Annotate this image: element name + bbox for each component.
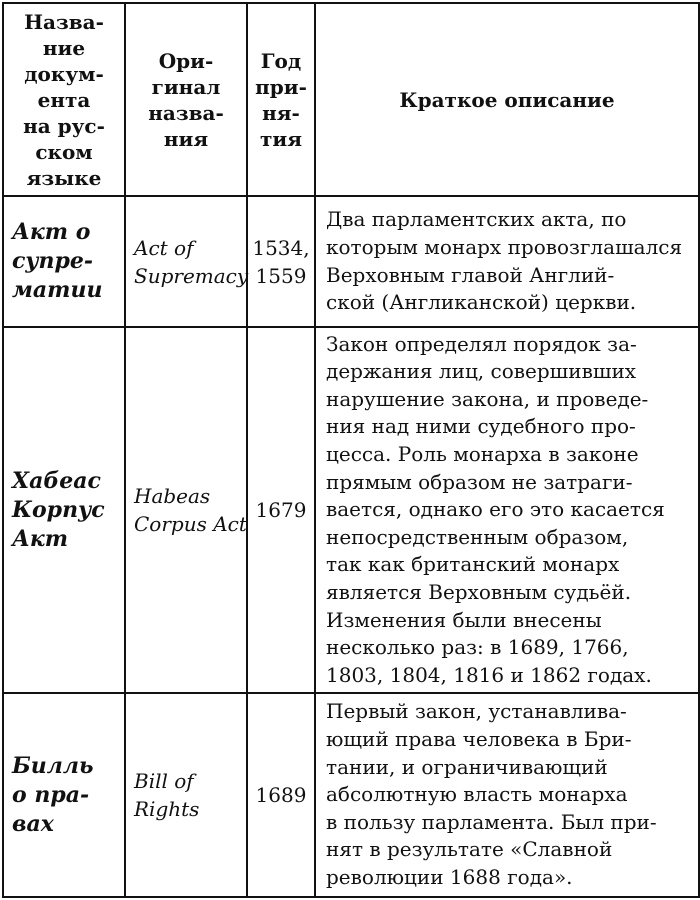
table-row xyxy=(3,693,699,897)
doc-original-name: Bill of Rights xyxy=(125,693,247,897)
doc-year: 1534, 1559 xyxy=(247,196,315,327)
doc-description: Закон определял порядок за- держания лиц, совершивших нарушение закона, и проведе- ния над ними судебного про- цесса. Роль монарха в законе прямым образом не затраги- вается, однако его это касается непосредственным образом, так как британский монарх является Верховным судьёй. Изменения были внесены несколько раз: в 1689, 1766, 1803, 1804, 1816 и 1862 годах. xyxy=(315,327,699,693)
doc-description: Два парламентских акта, по которым монарх провозглашался Верховным главой Англий- ской (Англиканской) церкви. xyxy=(315,196,699,327)
doc-original-name: Act of Supremacy xyxy=(125,196,247,327)
header-year: Год при- ня- тия xyxy=(247,3,315,196)
header-original: Ори- гинал назва- ния xyxy=(125,3,247,196)
table-row xyxy=(3,196,699,327)
table-row xyxy=(3,327,699,693)
header-description: Краткое описание xyxy=(315,3,699,196)
doc-year: 1689 xyxy=(247,693,315,897)
doc-original-name: Habeas Corpus Act xyxy=(125,327,247,693)
doc-year: 1679 xyxy=(247,327,315,693)
doc-name-ru: Акт о супре- матии xyxy=(3,196,125,327)
header-name-ru: Назва- ние докум- ента на рус- ском языке xyxy=(3,3,125,196)
header-row xyxy=(3,3,699,196)
doc-name-ru: Хабеас Корпус Акт xyxy=(3,327,125,693)
doc-name-ru: Билль о пра- вах xyxy=(3,693,125,897)
doc-description: Первый закон, устанавлива- ющий права человека в Бри- тании, и ограничивающий абсолютную власть монарха в пользу парламента. Был при- нят в результате «Славной революции 1688 года». xyxy=(315,693,699,897)
documents-table xyxy=(2,2,700,898)
